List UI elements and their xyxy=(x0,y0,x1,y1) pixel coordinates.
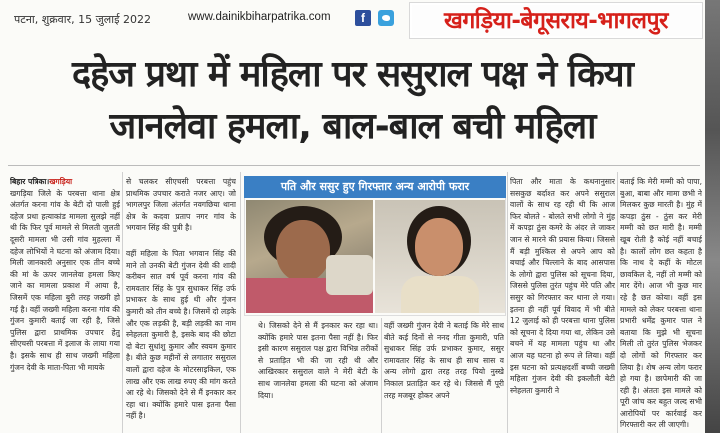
dateline: पटना, शुक्रवार, 15 जुलाई 2022 xyxy=(14,13,151,26)
website-link[interactable]: www.dainikbiharpatrika.com xyxy=(188,11,331,23)
facebook-icon[interactable]: f xyxy=(355,10,371,26)
byline: बिहार पत्रिका। xyxy=(10,177,50,186)
article-column-6 xyxy=(620,176,702,433)
region-label: खगड़िया-बेगूसराय-भागलपुर xyxy=(410,3,702,38)
injured-woman-photo xyxy=(246,200,373,313)
article-text: पिता और माता के कथनानुसार ससकुछ बर्दाश्त कर अपने ससुराल वालों के साथ रह रही थी कि आज फिर बोलते - बोलते सभी लोगो ने मुंह में कपड़ा ठुंस कमरे के अंदर ले जाकर जान से मारने की प्रयास किया। जिससे मैं बड़ी मुश्किल से अपने आप को बचाई और चिल्लाने के बाद आसपास के लोगो द्वारा पुलिस को सूचना दिया, जिससे पुलिस तुरंत पहुंच मेरे पति और ससुर को गिरफ्तार कर थाना ले गया। इतना ही नहीं पूर्व विवाद में भी बीते 12 जुलाई को ही परबत्ता थाना पुलिस को सूचना दे दिया गया था, लेकिन उसे बचने में यह मामला पहुंच था और आज यह घटना हो रूप ले लिया। वहीं इस घटना को प्रत्यक्षदर्शी बच्ची जख्मी महिला गुंजन देवी की इकलौती बेटी स्नेहलता कुमारी ने xyxy=(510,177,615,395)
article-text: थे। जिसको देने से मैं इनकार कर रहा था। क्योंकि हमारे पास इतना पैसा नहीं है। फिर इसी कारण ससुराल पक्ष द्वारा विभिन्न तरीकों से प्रताड़ित भी की जा रही थी और आखिरकार ससुराल वाले ने मेरी बेटी के साथ जानलेवा हमला की घटना को अंजाम दिया। xyxy=(258,321,378,400)
headline-line-1: दहेज प्रथा में महिला पर ससुराल पक्ष ने किया xyxy=(72,54,633,95)
child-photo xyxy=(375,200,505,313)
column-divider xyxy=(381,318,382,433)
article-column-4 xyxy=(384,320,504,433)
column-divider xyxy=(507,172,508,433)
article-text: बताई कि मेरी मम्मी को पापा, बुआ, बाबा और मामा छभी ने मिलकर कुछ मारती है। मुंह में कपड़ा ठुंस - ठुंस कर मेरी मम्मी को छत मारी है। मम्मी खूब रोती है कोई नहीं बचाई है। कालों लोग छत कहता है कि नाथ दे कहीं के मोटल छावकिल दे, नहीं तो मम्मी को मार देंगे। आज भी कुछ मार रहे है छत कोया। वहीं इस मामले को लेकर परबत्ता थाना प्रभारी धर्मेंद्र कुमार पाल ने बताया कि मुझे भी सूचना मिली तो तुरंत पुलिस भेजकर दो लोगों को गिरफ्तार कर लिया है। शेष अन्य लोग फरार हो गया है। छापेमारी की जा रही है। अंततः इस मामले को पूरी जांच कर बहुत जल्द सभी आरोपियों पर कार्रवाई कर गिरफ्तारी कर ली जाएगी। xyxy=(620,177,702,430)
photo-caption: पति और ससुर हुए गिरफ्तार अन्य आरोपी फरार xyxy=(244,176,506,198)
article-text: वहीं जख्मी गुंजन देवी ने बताई कि मेरे साथ बीते कई दिनों से ननद गीता कुमारी, पति सुधाकर सिंह उर्फ प्रभाकर कुमार, ससुर रामावतार सिंह के साथ ही साथ सास व अन्य लोगो द्वारा तरह तरह पियो नुस्खे निकाल प्रताड़ित कर रहे थे। जिससे मैं पूरी तरह मजबूर होकर अपने xyxy=(384,321,504,400)
dateline-place: खगड़िया xyxy=(49,177,73,186)
twitter-icon[interactable] xyxy=(378,10,394,26)
column-divider xyxy=(617,172,618,433)
column-divider xyxy=(122,172,123,433)
adjacent-photo-edge xyxy=(705,0,720,433)
article-column-1 xyxy=(10,176,120,433)
article-text: से चलकर सीएचसी परबत्ता पहुंच प्राथमिक उपचार कराते नजर आए। जो भागलपुर जिला अंतर्गत नवगछिया थाना क्षेत्र के कदवा प्रताप नगर गांव के भगवान सिंह की पुत्री है। xyxy=(126,177,236,233)
article-column-3 xyxy=(258,320,378,433)
newspaper-header xyxy=(0,0,720,42)
article-text: खगड़िया जिले के परबत्ता थाना क्षेत्र अंतर्गत करना गांव के बेटी दो पाली हुई दहेज प्रथा हत्याकांड मामला सुलझे नहीं थी कि फिर पूर्व मामले से मिलती जुलती दूसरी मामला भी उसी गांव मुहल्ला में दहेज लोभियों ने घटना को अंजाम दिया। मिली जानकारी अनुसार एक तीन बच्चे की मां के ऊपर जानलेवा हमला किए जाने का मामला प्रकाश में आया है, जिसमें एक महिला बुरी तरह जख्मी हो गई है। वहीं जख्मी महिला करना गांव की गुंजन कुमारी बताई जा रही है, जिसे पुलिस द्वारा प्राथमिक उपचार हेतु सीएचसी परबत्ता में इलाज के लाया गया है। इसके साथ ही साथ जख्मी महिला गुंजन देवी के माता-पिता भी मायके xyxy=(10,188,120,372)
article-column-5 xyxy=(510,176,615,433)
headline-divider xyxy=(8,165,700,166)
article-column-2-bottom xyxy=(126,248,236,433)
headline-line-2: जानलेवा हमला, बाल-बाल बची महिला xyxy=(109,106,596,147)
article-text: वहीं महिला के पिता भगवान सिंह की माने तो उनकी बेटी गुंजन देवी की शादी करीबन सात वर्ष पूर्व करना गांव की रामवतार सिंह के पुत्र सुधाकर सिंह उर्फ प्रभाकर के साथ हुई थी और गुंजन कुमारी को तीन बच्चे है। जिसमें दो लड़के और एक लड़की है, बड़ी लड़की का नाम स्नेहलता कुमारी है, इसके बाद की छोटा दो बेटा सुधांशु कुमार और स्वयम कुमार है। बीते कुछ महीनों से लगातार ससुराल वालों द्वारा दहेज के मोटरसाइकिल, एक लाख और एक लाख रुपए की मांग करते आ रहे थे। जिसको देने से मैं इनकार कर रहा था। क्योंकि हमारे पास इतना पैसा नहीं है। xyxy=(126,249,236,421)
column-divider xyxy=(240,172,241,433)
